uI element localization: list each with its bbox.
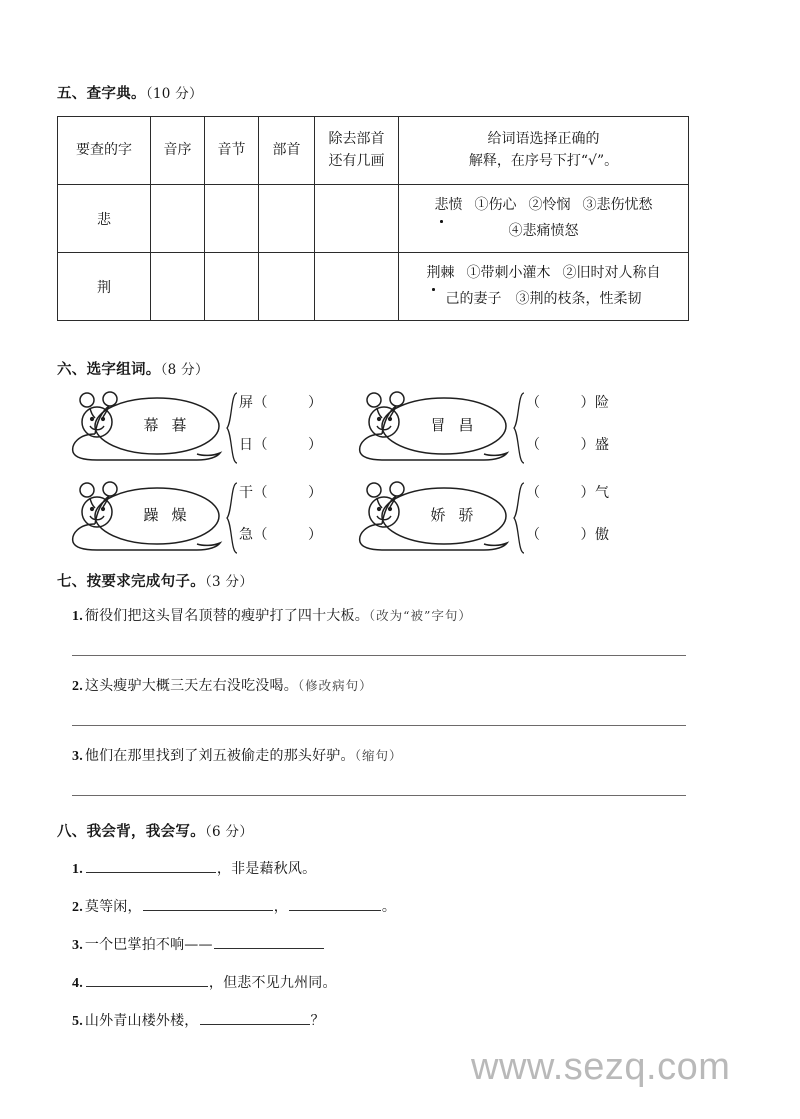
- option-bottom-suffix-2: ）盛: [580, 437, 610, 453]
- answer-line-3[interactable]: [72, 795, 686, 796]
- question-text-3: 他们在那里找到了刘五被偷走的那头好驴。: [84, 748, 355, 764]
- recite-blank-3[interactable]: [214, 933, 324, 949]
- question-text-2: 这头瘦驴大概三天左右没吃没喝。: [84, 678, 298, 694]
- meaning-header-line1: 给词语选择正确的: [487, 130, 600, 147]
- brace-icon: [225, 482, 239, 554]
- table-row: [58, 185, 689, 253]
- section-points-word-choice: （8 分）: [160, 362, 209, 378]
- snail-item-1: [57, 386, 357, 472]
- recite-text-2-post: 。: [381, 899, 397, 915]
- recite-text-5-pre: 山外青山楼外楼，: [84, 1013, 199, 1029]
- answer-cell-initial[interactable]: [151, 253, 205, 321]
- word-tail-jing: 棘: [440, 264, 455, 281]
- column-header-radical: 部首: [259, 117, 315, 185]
- word-tail-bei: 愤: [448, 196, 463, 213]
- recite-text-1: ，非是藉秋风。: [216, 861, 317, 877]
- option-bottom-prefix-4: （: [526, 527, 541, 543]
- section-points-sentences: （3 分）: [205, 574, 254, 590]
- option-top-prefix-1: 屏（: [239, 395, 268, 411]
- site-watermark: www.sezq.com: [471, 1046, 731, 1088]
- sentence-question-1: [72, 605, 472, 625]
- option-top-2[interactable]: [526, 392, 610, 412]
- option-top-suffix-1: ）: [308, 395, 323, 411]
- column-header-initial: 音序: [151, 117, 205, 185]
- emphasis-char-jing: 荆: [427, 261, 441, 287]
- recite-blank-2b[interactable]: [289, 895, 381, 911]
- column-header-strokes: [315, 117, 399, 185]
- snail-item-2: [344, 386, 644, 472]
- recite-number-2: 2.: [72, 900, 83, 915]
- sentence-question-3: [72, 745, 402, 765]
- option-bottom-suffix-1: ）: [308, 437, 323, 453]
- option-top-prefix-3: 干（: [239, 485, 268, 501]
- answer-cell-strokes[interactable]: [315, 253, 399, 321]
- section-title-dictionary: 五、查字典。: [57, 85, 146, 102]
- recite-number-5: 5.: [72, 1014, 83, 1029]
- snail-chars-3: 躁燥: [143, 506, 200, 524]
- recite-item-1: [72, 857, 316, 878]
- option-top-suffix-3: ）: [308, 485, 323, 501]
- option-bottom-suffix-4: ）傲: [580, 527, 610, 543]
- question-number-2: 2.: [72, 679, 83, 694]
- question-hint-1: （改为“被”字句）: [368, 608, 472, 623]
- snail-chars-1: 幕暮: [143, 416, 200, 434]
- row-char-bei: 悲: [58, 185, 151, 253]
- option-top-prefix-4: （: [526, 485, 541, 501]
- sentence-question-2: [72, 675, 373, 695]
- section-heading-dictionary: [57, 82, 203, 103]
- section-heading-word-choice: [57, 358, 209, 379]
- meaning-cell-bei[interactable]: [399, 185, 689, 253]
- snail-item-4: [344, 476, 644, 562]
- brace-icon: [225, 392, 239, 464]
- option-bottom-suffix-3: ）: [308, 527, 323, 543]
- option-bottom-1[interactable]: [239, 434, 323, 454]
- column-header-char: 要查的字: [58, 117, 151, 185]
- row-char-jing: 荆: [58, 253, 151, 321]
- recite-item-5: [72, 1009, 325, 1030]
- question-hint-2: （修改病句）: [297, 678, 373, 693]
- question-number-3: 3.: [72, 749, 83, 764]
- answer-cell-strokes[interactable]: [315, 185, 399, 253]
- section-title-sentences: 七、按要求完成句子。: [57, 573, 205, 590]
- option-top-3[interactable]: [239, 482, 323, 502]
- meaning-option-1: ①伤心: [474, 196, 517, 213]
- section-points-dictionary: （10 分）: [145, 86, 203, 102]
- snail-options-4: [526, 476, 646, 558]
- recite-item-2: [72, 895, 396, 916]
- recite-blank-5[interactable]: [200, 1009, 310, 1025]
- column-header-meaning: [399, 117, 689, 185]
- recite-item-3: [72, 933, 325, 954]
- question-hint-3: （缩句）: [354, 748, 403, 763]
- recite-number-3: 3.: [72, 938, 83, 953]
- answer-line-2[interactable]: [72, 725, 686, 726]
- table-header-row: [58, 117, 689, 185]
- answer-line-1[interactable]: [72, 655, 686, 656]
- recite-blank-1[interactable]: [86, 857, 216, 873]
- meaning-option-4: ④悲痛愤怒: [508, 222, 579, 239]
- option-top-prefix-2: （: [526, 395, 541, 411]
- recite-text-4: ，但悲不见九州同。: [208, 975, 337, 991]
- answer-cell-syllable[interactable]: [205, 185, 259, 253]
- answer-cell-initial[interactable]: [151, 185, 205, 253]
- option-bottom-prefix-2: （: [526, 437, 541, 453]
- recite-blank-2a[interactable]: [143, 895, 273, 911]
- snail-chars-2: 冒昌: [430, 416, 487, 434]
- option-top-suffix-4: ）气: [580, 485, 610, 501]
- recite-text-5-post: ？: [310, 1013, 325, 1029]
- meaning-cell-jing[interactable]: [399, 253, 689, 321]
- recite-number-1: 1.: [72, 862, 83, 877]
- snail-options-3: [239, 476, 359, 558]
- recite-text-3: 一个巴掌拍不响——: [84, 937, 213, 953]
- meaning-option-2: ②怜悯: [528, 196, 571, 213]
- meaning-option-1: ①带刺小灌木: [466, 264, 551, 281]
- section-points-recite: （6 分）: [205, 824, 254, 840]
- answer-cell-radical[interactable]: [259, 185, 315, 253]
- option-top-1[interactable]: [239, 392, 323, 412]
- meaning-option-3: ③悲伤忧愁: [582, 196, 653, 213]
- emphasis-char-bei: 悲: [435, 193, 449, 219]
- brace-icon: [512, 482, 526, 554]
- recite-number-4: 4.: [72, 976, 83, 991]
- option-bottom-3[interactable]: [239, 524, 323, 544]
- question-text-1: 衙役们把这头冒名顶替的瘦驴打了四十大板。: [84, 608, 369, 624]
- column-header-syllable: 音节: [205, 117, 259, 185]
- recite-blank-4[interactable]: [86, 971, 208, 987]
- option-top-suffix-2: ）险: [580, 395, 610, 411]
- section-title-word-choice: 六、选字组词。: [57, 361, 161, 378]
- option-bottom-4[interactable]: [526, 524, 610, 544]
- snail-chars-4: 娇骄: [430, 506, 487, 524]
- answer-cell-radical[interactable]: [259, 253, 315, 321]
- snail-item-3: [57, 476, 357, 562]
- recite-text-2-mid: ，: [273, 899, 288, 915]
- answer-cell-syllable[interactable]: [205, 253, 259, 321]
- option-bottom-2[interactable]: [526, 434, 610, 454]
- section-heading-sentences: [57, 570, 253, 591]
- option-top-4[interactable]: [526, 482, 610, 502]
- option-bottom-prefix-3: 急（: [239, 527, 268, 543]
- section-heading-recite: [57, 820, 253, 841]
- brace-icon: [512, 392, 526, 464]
- column-header-strokes-line1: 除去部首: [328, 130, 385, 147]
- table-row: [58, 253, 689, 321]
- question-number-1: 1.: [72, 609, 83, 624]
- meaning-header-line2: 解释，在序号下打“√”。: [468, 152, 619, 169]
- column-header-strokes-line2: 还有几画: [328, 152, 385, 169]
- recite-item-4: [72, 971, 337, 992]
- recite-text-2-pre: 莫等闲，: [84, 899, 142, 915]
- snail-options-1: [239, 386, 359, 468]
- meaning-option-2: ②旧时对人称自: [562, 264, 661, 281]
- dictionary-table: [57, 116, 689, 321]
- section-title-recite: 八、我会背，我会写。: [57, 823, 205, 840]
- meaning-option-3: 己的妻子 ③荆的枝条，性柔韧: [445, 290, 642, 307]
- option-bottom-prefix-1: 日（: [239, 437, 268, 453]
- snail-options-2: [526, 386, 646, 468]
- snail-exercise-grid: [57, 386, 697, 566]
